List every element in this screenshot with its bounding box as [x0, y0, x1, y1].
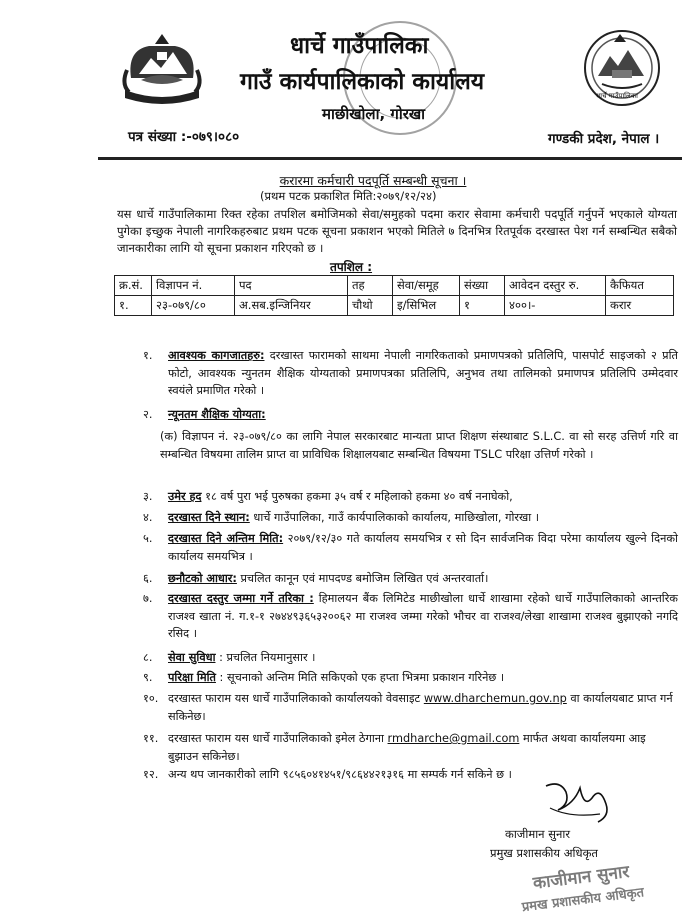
nepal-emblem-icon — [117, 30, 207, 112]
item-text: दरखास्त फारामको साथमा नेपाली नागरिकताको प्रमाणपत्रको प्रतिलिपि, पासपोर्ट साइजको २ प्रति फोटो, आवश्यक न्युनतम शैक्षिक योग्यताको प्रमाणपत्रका प्रतिलिपि, अनुभव तथा तालिमको प्रमाणपत्र प्रतिलिपि उम्मेदवार स्वयंले प्रमाणित गरेको । — [168, 349, 678, 397]
item-label: परिक्षा मिति — [168, 671, 216, 684]
item-label: न्यूनतम शैक्षिक योग्यता: — [168, 408, 266, 421]
list-item — [143, 570, 165, 588]
list-item — [143, 509, 165, 527]
item-label: उमेर हद — [168, 490, 202, 503]
list-item — [143, 406, 165, 424]
table-cell: ४००।- — [505, 296, 606, 316]
list-item — [168, 649, 678, 667]
website-link[interactable]: www.dharchemun.gov.np — [423, 692, 567, 705]
signatory-designation: प्रमुख प्रशासकीय अधिकृत — [490, 846, 598, 860]
item-number: १०. — [143, 692, 159, 705]
header-divider — [98, 157, 682, 160]
item-number: ८. — [143, 651, 153, 664]
item-text: मार्फत अथवा कार्यालयमा आइ बुझाउन सकिनेछ। — [168, 732, 646, 763]
item-number: ४. — [143, 511, 153, 524]
header-title: धार्चे गाउँपालिका — [290, 33, 429, 59]
list-item — [168, 406, 678, 424]
vacancy-table — [114, 275, 674, 316]
table-cell: करार — [606, 296, 674, 316]
list-item — [143, 488, 165, 506]
table-label: तपशिल : — [330, 260, 373, 274]
item-text: : प्रचलित नियमानुसार । — [215, 651, 316, 664]
list-item — [143, 766, 167, 784]
item-text: २०७९/१२/३० गते कार्यालय समयभित्र र सो दिन सार्वजनिक विदा परेमा कार्यालय खुल्ने दिनको कार्यालय समयभित्र । — [168, 532, 678, 563]
table-cell: २३-०७९/८० — [152, 296, 235, 316]
item-text: हिमालयन बैंक लिमिटेड माछीखोला धार्चे शाखामा रहेको धार्चे गाउँपालिकाको आन्तरिक राजश्व खाता नं. ग.१-१ २७४४९३६५३२००६२ मा राजश्व जम्मा गरेको भौचर वा राजश्व/लेखा शाखामा राजश्व बुझाएको नगदि रसिद । — [168, 592, 678, 640]
item-text: धार्चे गाउँपालिका, गाउँ कार्यपालिकाको कार्यालय, माछिखोला, गोरखा । — [249, 511, 540, 524]
item-text: प्रचलित कानून एवं मापदण्ड बमोजिम लिखित एवं अन्तरवार्ता। — [236, 572, 489, 585]
signature — [540, 778, 620, 828]
item-number: ११. — [143, 732, 159, 745]
item-label: सेवा सुविधा — [168, 651, 216, 664]
list-item — [168, 730, 678, 765]
list-item — [143, 669, 165, 687]
item-number: १२. — [143, 768, 159, 781]
list-item — [143, 730, 167, 748]
list-item — [168, 347, 678, 400]
table-header-cell: तह — [348, 276, 393, 296]
item-text: दरखास्त फाराम यस धार्चे गाउँपालिकाको कार्यालयको वेवसाइट — [168, 692, 424, 705]
table-cell: १. — [115, 296, 152, 316]
list-item — [143, 690, 167, 708]
list-item — [143, 347, 165, 365]
list-item — [143, 590, 165, 608]
intro-paragraph: यस धार्चे गाउँपालिकामा रिक्त रहेका तपशिल बमोजिमको सेवा/समुहको पदमा करार सेवामा कर्मचारी पदपूर्ति गर्नुपर्ने भएकाले योग्यता पुगेका इच्छुक नेपाली नागरिकहरुबाट प्रथम पटक सूचना प्रकाशन भएको मितिले ७ दिनभित्र रितपूर्वक दरखास्त पेश गर्न सम्बन्धित सबैको जानकारीका लागि यो सूचना प्रकाशन गरिएको छ । — [117, 207, 677, 255]
list-item — [168, 669, 678, 687]
table-row — [115, 296, 674, 316]
table-cell: १ — [460, 296, 505, 316]
list-item — [143, 649, 165, 667]
item-text: दरखास्त फाराम यस धार्चे गाउँपालिकाको इमेल ठेगाना — [168, 732, 388, 745]
item-label: आवश्यक कागजातहरु: — [168, 349, 265, 362]
notice-heading: करारमा कर्मचारी पदपूर्ति सम्बन्धी सूचना । — [279, 173, 467, 188]
table-header-cell: क्र.सं. — [115, 276, 152, 296]
list-item — [168, 530, 678, 565]
header-subtitle: गाउँ कार्यपालिकाको कार्यालय — [240, 69, 485, 95]
item-text: अन्य थप जानकारीको लागि ९८५६०४१४५१/९८६४४२१३१६ मा सम्पर्क गर्न सकिने छ । — [168, 768, 512, 781]
list-item — [168, 590, 678, 643]
table-cell: चौथो — [348, 296, 393, 316]
list-item — [168, 509, 678, 527]
item-number: ७. — [143, 592, 153, 605]
item-text: : सूचनाको अन्तिम मिति सकिएको एक हप्ता भित्रमा प्रकाशन गरिनेछ । — [215, 671, 505, 684]
item-label: छनौटको आधार: — [168, 572, 237, 585]
item-text: १८ वर्ष पुरा भई पुरुषका हकमा ३५ वर्ष र महिलाको हकमा ४० वर्ष ननाघेको, — [201, 490, 513, 503]
table-cell: अ.सब.इन्जिनियर — [235, 296, 348, 316]
item-number: ६. — [143, 572, 153, 585]
item-number: २. — [143, 408, 153, 421]
list-item — [168, 690, 678, 725]
table-header-cell: सेवा/समूह — [393, 276, 460, 296]
list-item — [160, 428, 678, 463]
table-header-cell: पद — [235, 276, 348, 296]
municipality-logo-icon — [582, 26, 662, 110]
table-header-cell: संख्या — [460, 276, 505, 296]
logo-caption: धार्चे गाउँपालिका — [596, 92, 638, 100]
item-text: वा कार्यालयबाट प्राप्त गर्न सकिनेछ। — [168, 692, 673, 723]
table-header-cell: आवेदन दस्तुर रु. — [505, 276, 606, 296]
list-item — [143, 530, 165, 548]
item-label: दरखास्त दिने अन्तिम मिति: — [168, 532, 284, 545]
list-item — [168, 488, 678, 506]
table-header-row — [115, 276, 674, 296]
signatory-name: काजीमान सुनार — [505, 827, 571, 841]
table-header-cell: कैफियत — [606, 276, 674, 296]
table-cell: इ/सिभिल — [393, 296, 460, 316]
item-label: दरखास्त दस्तुर जम्मा गर्ने तरिका : — [168, 592, 314, 605]
item-number: १. — [143, 349, 153, 362]
item-number: ९. — [143, 671, 153, 684]
header-location: माछीखोला, गोरखा — [322, 105, 426, 123]
province: गण्डकी प्रदेश, नेपाल । — [548, 131, 660, 147]
email-link[interactable]: rmdharche@gmail.com — [387, 732, 520, 745]
item-number: ५. — [143, 532, 153, 545]
stamp-name: काजीमान सुनार — [531, 862, 631, 894]
item-text: (क) विज्ञापन नं. २३-०७९/८० का लागि नेपाल सरकारबाट मान्यता प्राप्त शिक्षण संस्थाबाट S.L.C. वा सो सरह उत्तिर्ण गरि वा सम्बन्धित विषयमा तालिम प्राप्त वा प्राविधिक शिक्षालयबाट सम्बन्धित विषयमा TSLC परिक्षा उत्तिर्ण गरेको । — [160, 430, 678, 461]
letter-number: पत्र संख्या :-०७९।०८० — [128, 129, 240, 145]
table-header-cell: विज्ञापन नं. — [152, 276, 235, 296]
list-item — [168, 570, 678, 588]
item-label: दरखास्त दिने स्थान: — [168, 511, 250, 524]
item-number: ३. — [143, 490, 153, 503]
stamp-designation: प्रमख प्रशासकीय अधिकृत — [521, 885, 645, 916]
publication-date: (प्रथम पटक प्रकाशित मिति:२०७९/१२/२४) — [260, 189, 437, 203]
